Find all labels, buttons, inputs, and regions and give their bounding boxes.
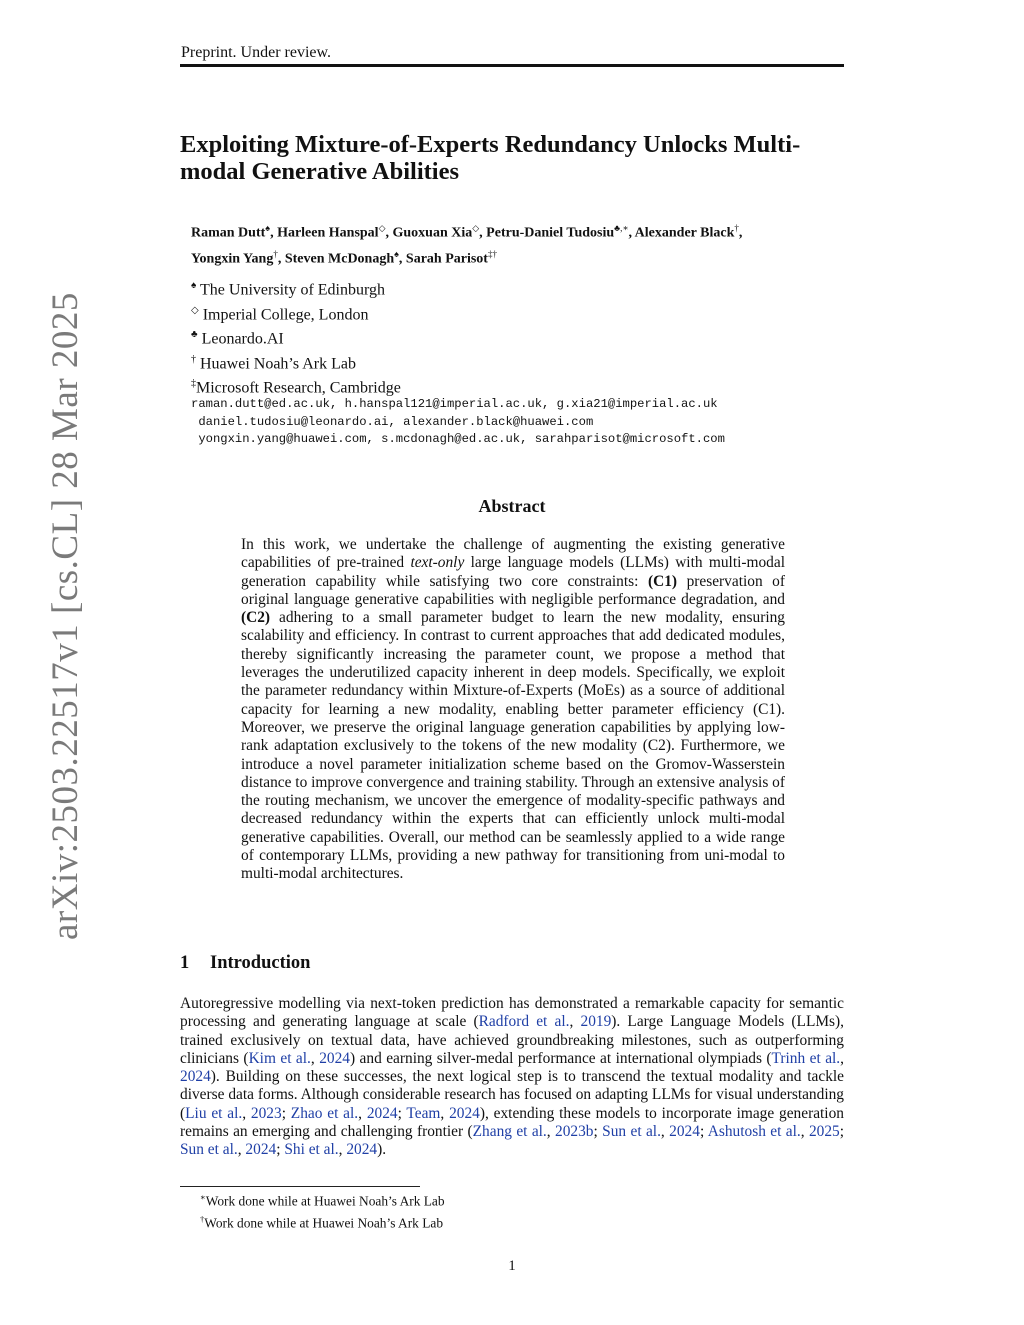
author-affiliation-mark: ♠	[394, 248, 399, 259]
abstract-text: large language models (LLMs) with multi-modal generation capability while satisfying two core constraints:	[241, 554, 785, 590]
citation-year-link[interactable]: 2024	[366, 1104, 398, 1122]
author-name: Steven McDonagh	[284, 251, 395, 267]
header-rule	[180, 64, 844, 67]
affiliation-mark: †	[191, 353, 196, 365]
section-number: 1	[180, 953, 190, 973]
citation-link[interactable]: Zhao et al.	[290, 1104, 359, 1122]
citation-link[interactable]: Zhang et al.	[472, 1123, 547, 1141]
citation-year-link[interactable]: 2024	[245, 1141, 277, 1159]
email-line: raman.dutt@ed.ac.uk, h.hanspal121@imperial.ac.uk, g.xia21@imperial.ac.uk	[191, 397, 718, 411]
email-line: yongxin.yang@huawei.com, s.mcdonagh@ed.ac.uk, sarahparisot@microsoft.com	[191, 432, 725, 446]
page-number: 1	[508, 1258, 516, 1274]
introduction-body	[180, 995, 844, 1160]
abstract-text: In this work, we undertake the challenge of augmenting the existing generative capabilities of pre-trained	[241, 536, 785, 572]
citation-link[interactable]: Radford et al.	[478, 1013, 570, 1031]
affiliation-name: Microsoft Research, Cambridge	[196, 379, 401, 397]
affiliation-name: Huawei Noah’s Ark Lab	[200, 354, 356, 372]
body-text: ).	[377, 1141, 387, 1159]
author-affiliation-mark: †	[273, 248, 278, 259]
footnote-rule	[180, 1186, 420, 1187]
constraint-label-c2: (C2)	[241, 609, 271, 627]
citation-year-link[interactable]: 2023	[250, 1104, 282, 1122]
affiliation-mark: ‡	[191, 378, 196, 390]
author-affiliation-mark: †	[734, 223, 739, 233]
abstract-emphasis: text-only	[410, 554, 465, 572]
citation-separator: ,	[546, 1123, 556, 1141]
citation-year-link[interactable]: 2024	[346, 1141, 378, 1159]
author-list: Raman Dutt♠, Harleen Hanspal◇, Guoxuan Xia◇, Petru-Daniel Tudosiu♣,∗, Alexander Black†, Yongxin Yang†, Steven McDonagh♠, Sarah Parisot‡†	[191, 223, 743, 267]
abstract-paragraph	[241, 536, 785, 884]
footnote	[200, 1210, 445, 1232]
citation-separator: ,	[569, 1013, 581, 1031]
affiliation-item	[191, 325, 401, 350]
citation-separator: ;	[276, 1141, 285, 1159]
citation-separator: ;	[839, 1123, 845, 1141]
footnote-mark: ∗	[200, 1192, 206, 1202]
section-heading	[180, 953, 310, 974]
citation-link[interactable]: Kim et al.	[248, 1049, 311, 1067]
citation-separator: ;	[699, 1123, 708, 1141]
citation-link[interactable]: Shi et al.	[284, 1141, 339, 1159]
citation-separator: ,	[840, 1049, 845, 1067]
author-name: Alexander Black	[634, 225, 735, 241]
author-affiliation-mark: ♣,∗	[614, 223, 629, 233]
affiliation-mark: ♠	[191, 280, 197, 291]
affiliation-mark: ◇	[191, 304, 199, 316]
abstract-text: preservation of original language generative capabilities with negligible performance degradation, and	[241, 572, 785, 608]
citation-separator: ,	[800, 1123, 809, 1141]
affiliation-item	[191, 276, 401, 301]
body-text: Autoregressive modelling via next-token prediction has demonstrated a remarkable capacity for semantic processing and generating language at scale (	[180, 995, 844, 1031]
author-affiliation-mark: ‡†	[487, 248, 497, 259]
abstract-text: adhering to a small parameter budget to learn the new modality, ensuring scalability and efficiency. In contrast to current approaches that add dedicated modules, thereby significantly increasing the parameter count, we propose a method that leverages the underutilized capacity inherent in deep models. Specifically, we exploit the parameter redundancy within Mixture-of-Experts (MoEs) as a source of additional capacity for learning a new modality, enabling better parameter efficiency (C1). Moreover, we preserve the original language generation capabilities by applying low-rank adaptation exclusively to the tokens of the new modality (C2). Furthermore, we introduce a novel parameter initialization scheme based on the Gromov-Wasserstein distance to improve convergence and training stability. Through an extensive analysis of the routing mechanism, we uncover the emergence of modality-specific pathways and decreased redundancy within the experts that can efficiently unlock multi-modal generative capabilities. Overall, our method can be seamlessly applied to a wide range of contemporary LLMs, providing a new pathway for transitioning from uni-modal to multi-modal architectures.	[241, 609, 785, 883]
citation-link[interactable]: Ashutosh et al.	[707, 1123, 801, 1141]
citation-link[interactable]: Team	[406, 1104, 441, 1122]
body-text: ), extending these models to incorporate image generation remains an emerging and challenging frontier (	[180, 1104, 844, 1141]
affiliation-name: Imperial College, London	[202, 305, 369, 323]
footnotes	[200, 1188, 445, 1233]
footnote-mark: †	[200, 1214, 205, 1225]
author-affiliation-mark: ◇	[472, 223, 480, 233]
citation-year-link[interactable]: 2019	[580, 1013, 612, 1031]
affiliation-name: The University of Edinburgh	[200, 281, 386, 299]
affiliation-name: Leonardo.AI	[201, 330, 284, 348]
author-name: Harleen Hanspal	[277, 225, 379, 241]
citation-separator: ,	[338, 1141, 347, 1159]
citation-link[interactable]: Sun et al.	[602, 1123, 661, 1141]
affiliation-item	[191, 350, 401, 375]
body-text: ). Building on these successes, the next logical step is to transcend the textual modality and tackle diverse data forms. Although considerable research has focused on adapting LLMs for visual understanding (	[180, 1068, 844, 1122]
abstract-body	[241, 536, 785, 884]
citation-year-link[interactable]: 2024	[180, 1068, 211, 1086]
citation-year-link[interactable]: 2024	[449, 1104, 480, 1122]
citation-link[interactable]: Trinh et al.	[771, 1049, 841, 1067]
author-name: Guoxuan Xia	[392, 225, 473, 241]
paper-title: Exploiting Mixture-of-Experts Redundancy Unlocks Multi-modal Generative Abilities	[180, 131, 801, 185]
footnote-text: Work done while at Huawei Noah’s Ark Lab	[204, 1215, 444, 1231]
citation-separator: ,	[237, 1141, 246, 1159]
section-title: Introduction	[210, 953, 311, 973]
citation-year-link[interactable]: 2024	[669, 1123, 700, 1141]
citation-year-link[interactable]: 2025	[808, 1123, 840, 1141]
author-name: Raman Dutt	[191, 225, 266, 241]
citation-separator: ,	[310, 1049, 320, 1067]
footnote	[200, 1188, 445, 1210]
citation-separator: ;	[593, 1123, 603, 1141]
citation-separator: ,	[358, 1104, 367, 1122]
affiliation-item	[191, 374, 401, 399]
affiliation-mark: ♣	[191, 329, 198, 341]
citation-separator: ;	[281, 1104, 291, 1122]
author-name: Sarah Parisot	[405, 251, 488, 267]
footnote-text: Work done while at Huawei Noah’s Ark Lab	[205, 1193, 445, 1209]
citation-separator: ;	[397, 1104, 407, 1122]
citation-year-link[interactable]: 2023b	[555, 1123, 594, 1141]
abstract-heading: Abstract	[478, 496, 546, 516]
email-block	[191, 396, 725, 449]
arxiv-identifier-stamp: arXiv:2503.22517v1 [cs.CL] 28 Mar 2025	[45, 292, 86, 940]
author-affiliation-mark: ♠	[265, 223, 271, 233]
email-line: daniel.tudosiu@leonardo.ai, alexander.black@huawei.com	[191, 414, 594, 429]
body-text: ) and earning silver-medal performance at international olympiads (	[349, 1049, 772, 1067]
running-header: Preprint. Under review.	[181, 44, 332, 61]
citation-separator: ,	[660, 1123, 670, 1141]
citation-separator: ,	[242, 1104, 251, 1122]
affiliation-item	[191, 301, 401, 326]
citation-separator: ,	[440, 1104, 450, 1122]
constraint-label-c1: (C1)	[647, 572, 678, 590]
introduction-paragraph	[180, 995, 844, 1160]
citation-year-link[interactable]: 2024	[319, 1049, 350, 1067]
author-name: Yongxin Yang	[191, 251, 274, 267]
body-text: ). Large Language Models (LLMs), trained exclusively on textual data, have achieved groundbreaking milestones, such as outperforming clinicians (	[180, 1013, 844, 1067]
author-name: Petru-Daniel Tudosiu	[486, 225, 615, 241]
citation-link[interactable]: Liu et al.	[185, 1104, 243, 1122]
affiliation-list	[191, 276, 401, 399]
citation-link[interactable]: Sun et al.	[180, 1141, 238, 1159]
author-affiliation-mark: ◇	[378, 223, 386, 233]
